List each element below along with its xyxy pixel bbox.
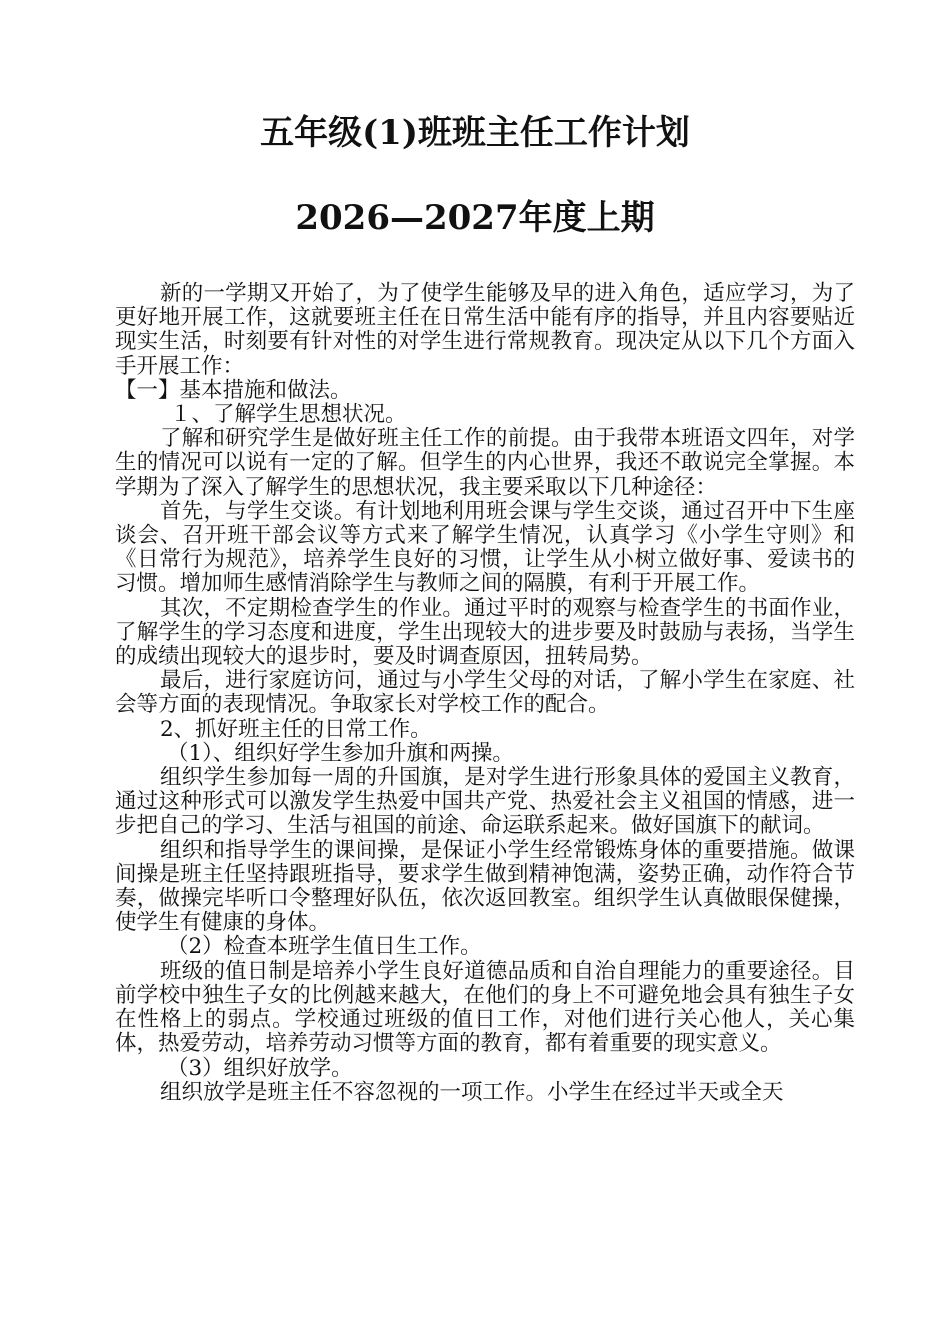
paragraph-dismissal: 组织放学是班主任不容忽视的一项工作。小学生在经过半天或全天 bbox=[160, 1079, 784, 1105]
paragraph-last-home-visit: 最后，进行家庭访问，通过与小学生父母的对话，了解小学生在家庭、社会等方面的表现情况。争取家长对学校工作的配合。 bbox=[115, 668, 855, 718]
paragraph-first-talk: 首先，与学生交谈。有计划地利用班会课与学生交谈，通过召开中下生座谈会、召开班干部会议等方式来了解学生情况，认真学习《小学生守则》和《日常行为规范》，培养学生良好的习惯，让学生从小树立做好事、爱读书的习惯。增加师生感情消除学生与教师之间的隔膜，有利于开展工作。 bbox=[115, 498, 855, 597]
paragraph-flag-raising: 组织学生参加每一周的升国旗，是对学生进行形象具体的爱国主义教育，通过这种形式可以激发学生热爱中国共产党、热爱社会主义祖国的情感，进一步把自己的学习、生活与祖国的前途、命运联系起来。做好国旗下的献词。 bbox=[115, 765, 855, 839]
subitem-heading-duty: （2）检查本班学生值日生工作。 bbox=[167, 934, 482, 960]
document-subtitle: 2026—2027年度上期 bbox=[295, 198, 655, 238]
paragraph-second-homework: 其次，不定期检查学生的作业。通过平时的观察与检查学生的书面作业，了解学生的学习态度和进度，学生出现较大的进步要及时鼓励与表扬，当学生的成绩出现较大的退步时，要及时调查原因，扭转局势。 bbox=[115, 595, 855, 670]
intro-paragraph: 新的一学期又开始了，为了使学生能够及早的进入角色，适应学习，为了更好地开展工作，这就要班主任在日常生活中能有序的指导，并且内容要贴近现实生活，时刻要有针对性的对学生进行常规教育。现决定从以下几个方面入手开展工作： bbox=[115, 281, 855, 379]
item-heading-daily-work: 2、抓好班主任的日常工作。 bbox=[160, 716, 432, 742]
paragraph-duty: 班级的值日制是培养小学生良好道德品质和自治自理能力的重要途径。目前学校中独生子女的比例越来越大，在他们的身上不可避免地会具有独生子女在性格上的弱点。学校通过班级的值日工作，对他们进行关心他人，关心集体，热爱劳动，培养劳动习惯等方面的教育，都有着重要的现实意义。 bbox=[115, 958, 855, 1057]
paragraph-understand-students: 了解和研究学生是做好班主任工作的前提。由于我带本班语文四年，对学生的情况可以说有一定的了解。但学生的内心世界，我还不敢说完全掌握。本学期为了深入了解学生的思想状况，我主要采取以下几种途径： bbox=[115, 426, 855, 500]
item-heading-understand-students: １、了解学生思想状况。 bbox=[170, 402, 407, 428]
document-title: 五年级(1)班班主任工作计划 bbox=[260, 113, 690, 153]
subitem-heading-dismissal: （3）组织好放学。 bbox=[167, 1055, 353, 1081]
section-heading-basic-measures: 【一】基本措施和做法。 bbox=[115, 377, 352, 403]
document-body bbox=[115, 282, 855, 1105]
paragraph-exercise: 组织和指导学生的课间操，是保证小学生经常锻炼身体的重要措施。做课间操是班主任坚持跟班指导，要求学生做到精神饱满，姿势正确，动作符合节奏，做操完毕听口令整理好队伍，依次返回教室。组织学生认真做眼保健操，使学生有健康的身体。 bbox=[115, 837, 855, 936]
subitem-heading-flag-exercise: （1）、组织好学生参加升旗和两操。 bbox=[167, 740, 514, 766]
